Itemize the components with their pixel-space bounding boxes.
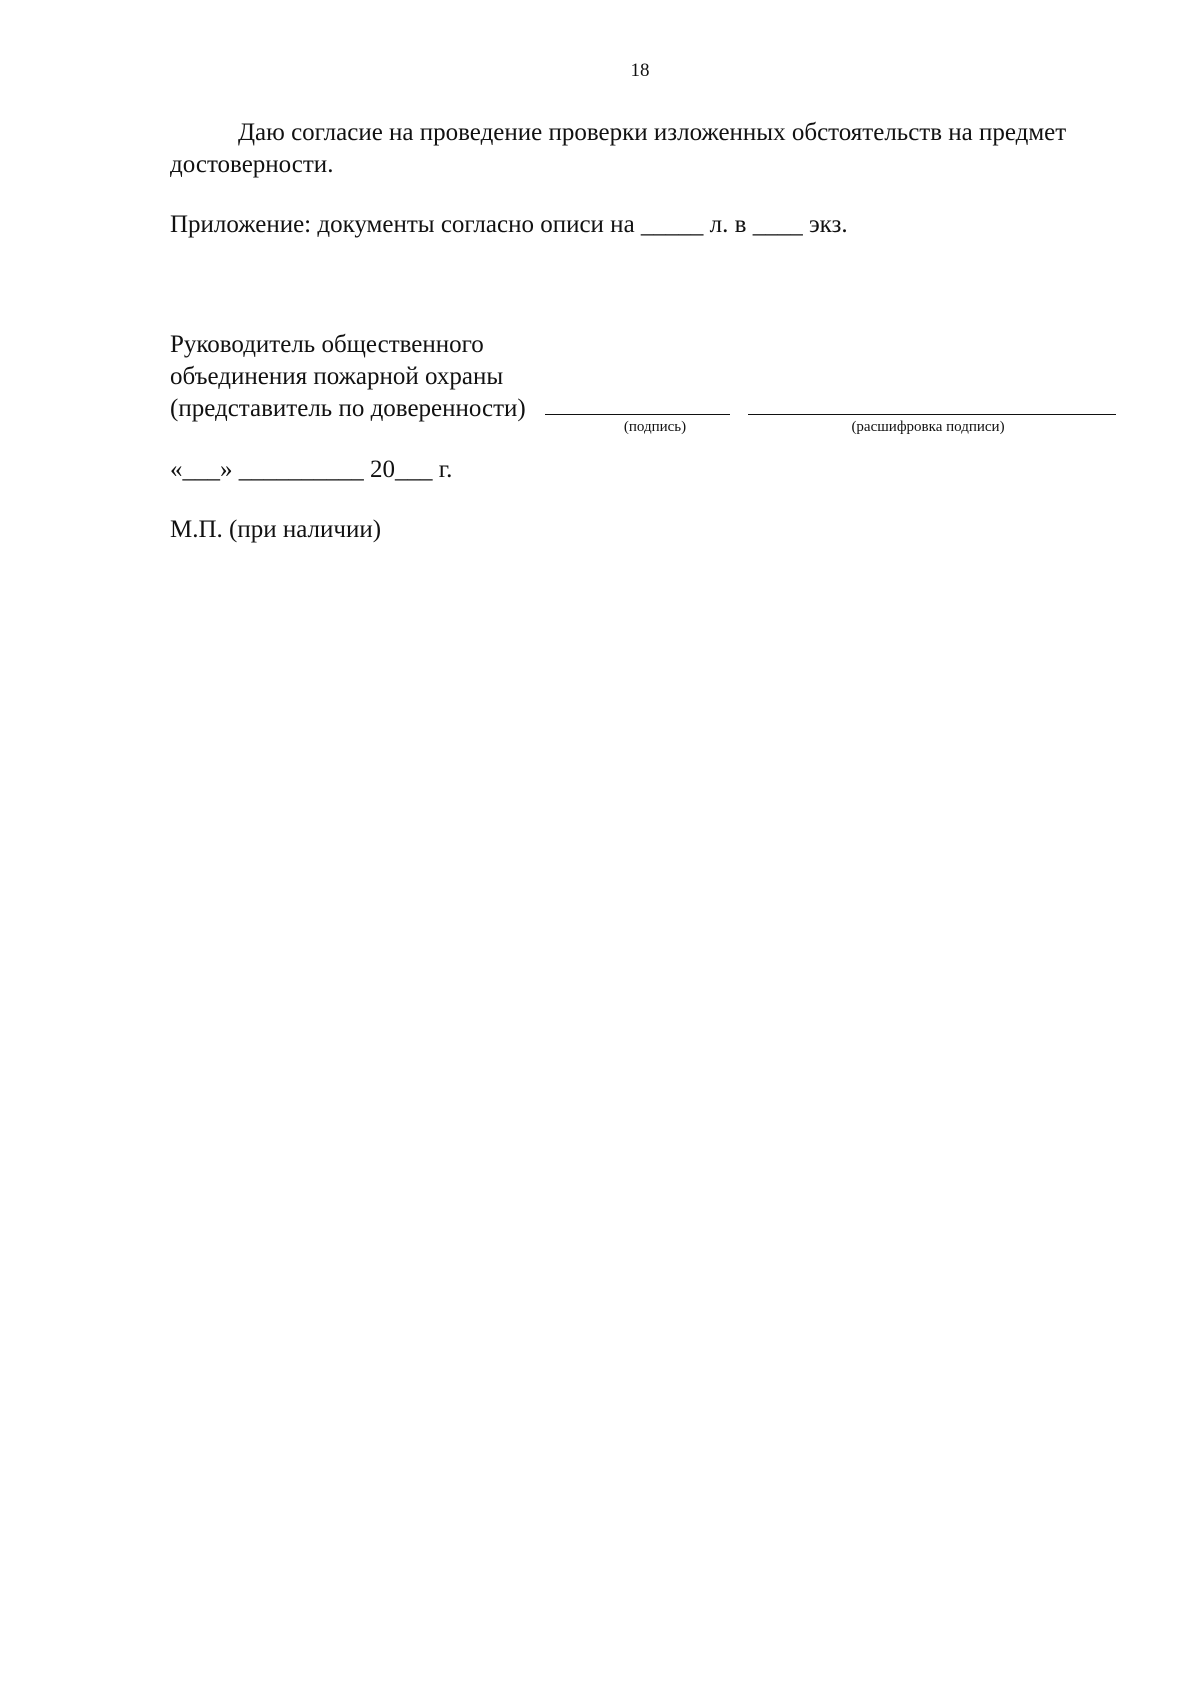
consent-text: Даю согласие на проведение проверки изложенных обстоятельств на предмет достоверности. (170, 119, 1067, 178)
page-number: 18 (630, 60, 650, 81)
signature-decoding-field[interactable] (748, 414, 1116, 415)
consent-paragraph (170, 117, 1118, 181)
signatory-line-2: объединения пожарной охраны (170, 363, 504, 390)
signature-caption: (подпись) (623, 419, 687, 435)
signature-decoding-caption: (расшифровка подписи) (851, 419, 1005, 435)
attachment-line: Приложение: документы согласно описи на _____ л. в ____ экз. (170, 211, 848, 238)
signatory-line-1: Руководитель общественного (170, 331, 484, 358)
date-line: «___» __________ 20___ г. (170, 456, 453, 483)
signatory-line-3: (представитель по доверенности) (170, 395, 526, 422)
stamp-note: М.П. (при наличии) (170, 516, 382, 543)
signatory-block (170, 329, 526, 425)
signature-field[interactable] (545, 414, 730, 415)
